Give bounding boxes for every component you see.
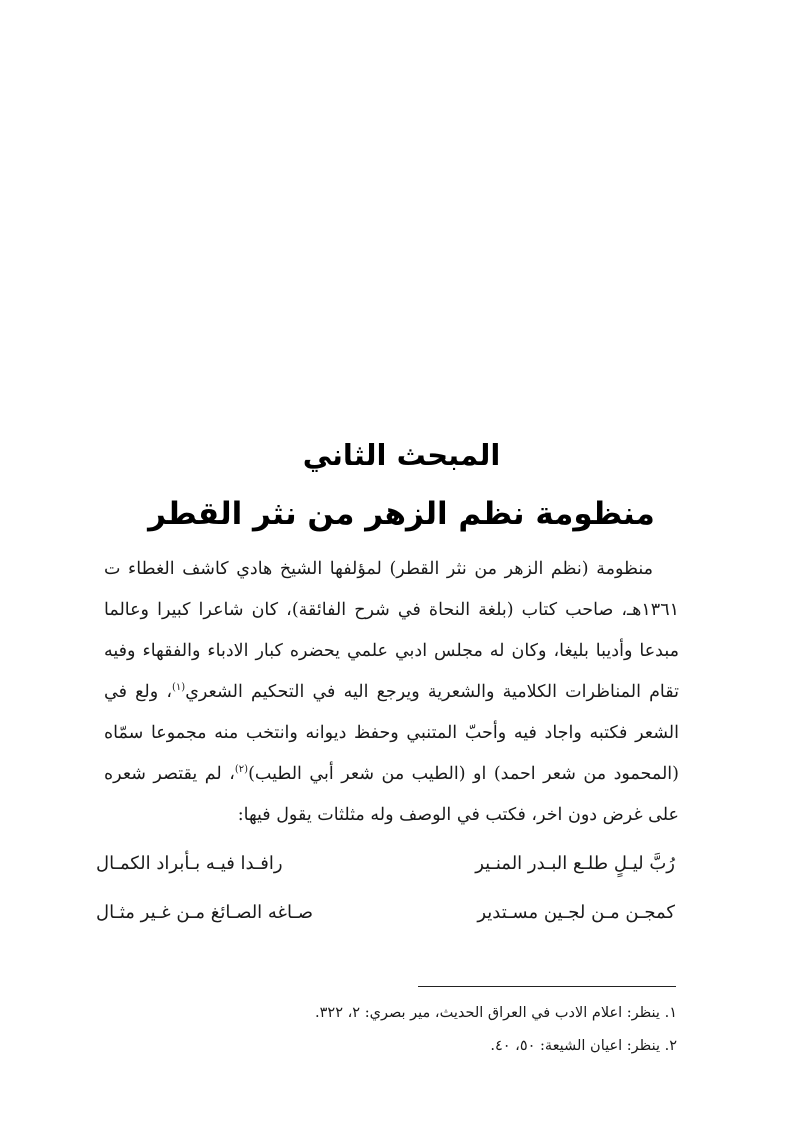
footnote-ref-2[interactable]: (٢)	[234, 764, 249, 776]
footnote-ref-1[interactable]: (١)	[172, 682, 186, 694]
paragraph-text-part-1: منظومة (نظم الزهر من نثر القطر) لمؤلفها الشيخ هادي كاشف الغطاء ت ١٣٦١هـ، صاحب كتاب (بلغة النحاة في شرح الفائقة)، كان شاعرا كبيرا وعالما مبدعا وأديبا بليغا، وكان له مجلس ادبي علمي يحضره كبار الادباء والفقهاء وفيه تقام المناظرات الكلامية والشعرية ويرجع اليه في التحكيم الشعري	[104, 559, 679, 702]
section-subtitle: منظومة نظم الزهر من نثر القطر	[148, 496, 655, 532]
paragraph-text-part-2: ، ولع في الشعر فكتبه واجاد فيه وأحبّ المتنبي وحفظ ديوانه وانتخب منه مجموعا سمّاه (المحمود من شعر احمد) او (الطيب من شعر أبي الطيب)	[104, 682, 679, 784]
body-paragraph	[104, 549, 679, 836]
verse-line	[0, 902, 803, 942]
footnote-divider	[418, 986, 676, 987]
section-heading: المبحث الثاني	[302, 438, 501, 472]
verse-second-hemistich: صـاغه الصـائغ مـن غـير مثـال	[96, 902, 314, 923]
footnote-1: ١. ينظر: اعلام الادب في العراق الحديث، مير بصري: ٢، ٣٢٢.	[315, 1005, 677, 1021]
footnote-2: ٢. ينظر: اعيان الشيعة: ٥٠، ٤٠.	[490, 1038, 677, 1054]
verse-first-hemistich: كمجـن مـن لجـين مسـتدير	[477, 902, 675, 923]
body-paragraph-container	[104, 549, 679, 841]
verse-line	[0, 853, 803, 893]
paragraph-text-part-3: ، لم يقتصر شعره على غرض دون اخر، فكتب في الوصف وله مثلثات يقول فيها:	[104, 764, 679, 825]
verse-second-hemistich: رافـدا فيـه بـأبراد الكمـال	[96, 853, 283, 874]
verse-first-hemistich: رُبَّ ليـلٍ طلـع البـدر المنـير	[475, 853, 675, 874]
